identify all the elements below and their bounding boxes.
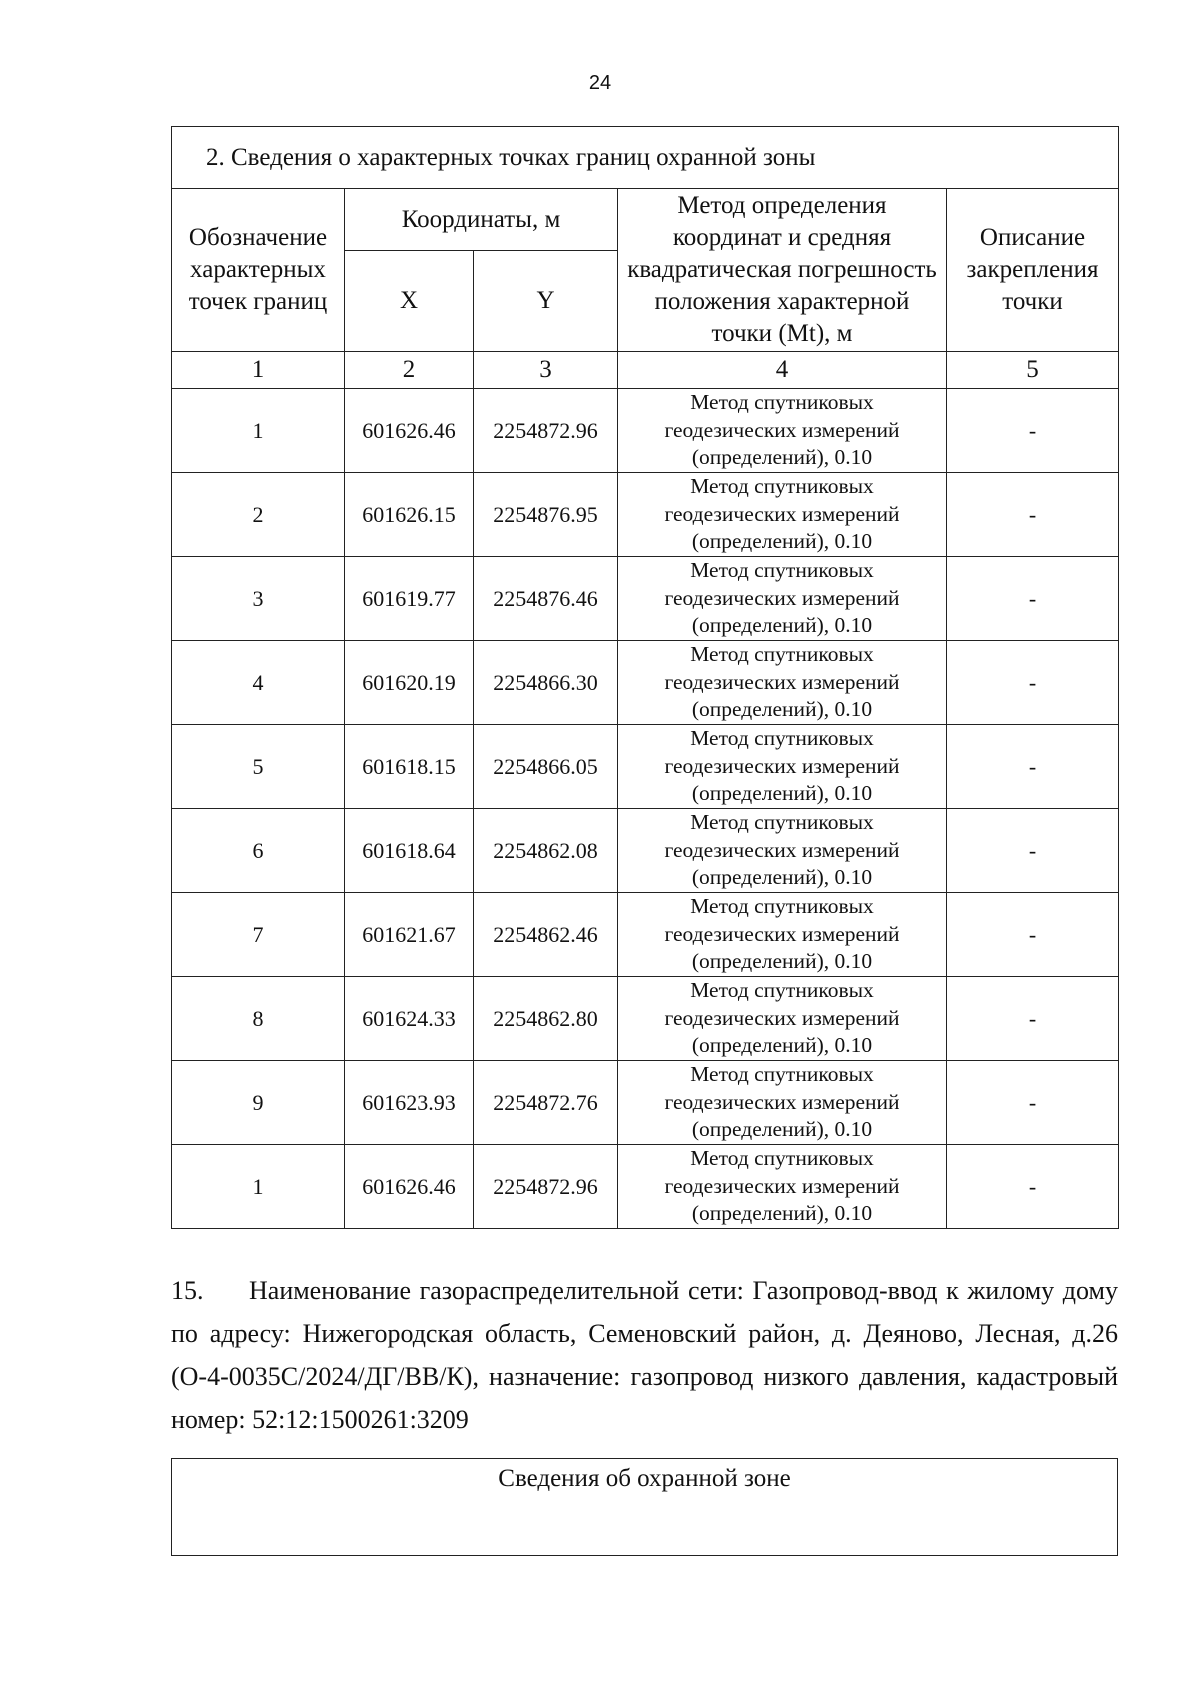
table-row — [172, 641, 1119, 725]
method-line: геодезических измерений — [664, 921, 900, 946]
method-line: (определений), 0.10 — [691, 1201, 873, 1226]
table-row — [172, 977, 1119, 1061]
method-line: Метод спутниковых — [690, 894, 874, 919]
coordinate-x: 601626.46 — [345, 1145, 474, 1229]
point-designation: 1 — [172, 1145, 345, 1229]
table-row — [172, 1061, 1119, 1145]
point-description: - — [947, 809, 1119, 893]
method-cell — [618, 893, 947, 977]
method-line: (определений), 0.10 — [691, 1033, 873, 1058]
column-number-row — [172, 352, 1119, 389]
column-number: 3 — [474, 352, 618, 389]
coordinate-y: 2254862.80 — [474, 977, 618, 1061]
table-row — [172, 389, 1119, 473]
method-line: Метод спутниковых — [690, 558, 874, 583]
coordinate-x: 601626.15 — [345, 473, 474, 557]
method-line: геодезических измерений — [664, 837, 900, 862]
coordinate-y: 2254862.46 — [474, 893, 618, 977]
header-x: X — [345, 251, 474, 352]
page-number: 24 — [588, 72, 612, 94]
method-line: геодезических измерений — [664, 1089, 900, 1114]
point-description: - — [947, 389, 1119, 473]
method-line: геодезических измерений — [664, 585, 900, 610]
coordinate-x: 601621.67 — [345, 893, 474, 977]
header-designation: Обозначение характерных точек границ — [172, 189, 345, 352]
point-description: - — [947, 557, 1119, 641]
point-description: - — [947, 725, 1119, 809]
method-cell — [618, 641, 947, 725]
method-cell — [618, 977, 947, 1061]
method-line: (определений), 0.10 — [691, 529, 873, 554]
coordinate-x: 601618.15 — [345, 725, 474, 809]
point-designation: 1 — [172, 389, 345, 473]
point-description: - — [947, 1061, 1119, 1145]
method-cell — [618, 557, 947, 641]
coordinate-y: 2254872.76 — [474, 1061, 618, 1145]
point-description: - — [947, 641, 1119, 725]
method-line: Метод спутниковых — [690, 1146, 874, 1171]
column-number: 4 — [618, 352, 947, 389]
method-line: Метод спутниковых — [690, 978, 874, 1003]
coordinate-y: 2254872.96 — [474, 1145, 618, 1229]
method-line: (определений), 0.10 — [691, 1117, 873, 1142]
point-designation: 9 — [172, 1061, 345, 1145]
method-line: геодезических измерений — [664, 753, 900, 778]
protected-zone-box — [171, 1458, 1118, 1556]
coordinate-x: 601620.19 — [345, 641, 474, 725]
table-title: 2. Сведения о характерных точках границ охранной зоны — [172, 127, 1119, 189]
method-cell — [618, 1061, 947, 1145]
column-number: 5 — [947, 352, 1119, 389]
coordinate-x: 601623.93 — [345, 1061, 474, 1145]
header-description: Описание закрепления точки — [947, 189, 1119, 352]
method-line: геодезических измерений — [664, 417, 900, 442]
table-row — [172, 557, 1119, 641]
point-description: - — [947, 893, 1119, 977]
table-row — [172, 809, 1119, 893]
method-line: геодезических измерений — [664, 669, 900, 694]
protected-zone-title: Сведения об охранной зоне — [498, 1465, 791, 1492]
coordinate-x: 601618.64 — [345, 809, 474, 893]
method-line: (определений), 0.10 — [691, 445, 873, 470]
method-line: (определений), 0.10 — [691, 697, 873, 722]
method-line: Метод спутниковых — [690, 726, 874, 751]
method-cell — [618, 473, 947, 557]
coordinate-y: 2254876.95 — [474, 473, 618, 557]
column-number: 2 — [345, 352, 474, 389]
method-line: геодезических измерений — [664, 1173, 900, 1198]
header-y: Y — [474, 251, 618, 352]
method-line: (определений), 0.10 — [691, 781, 873, 806]
method-line: геодезических измерений — [664, 501, 900, 526]
method-line: геодезических измерений — [664, 1005, 900, 1030]
coordinate-x: 601626.46 — [345, 389, 474, 473]
method-line: Метод спутниковых — [690, 1062, 874, 1087]
column-number: 1 — [172, 352, 345, 389]
section-paragraph — [171, 1269, 1118, 1441]
boundary-points-table — [171, 126, 1119, 1229]
method-line: Метод спутниковых — [690, 642, 874, 667]
method-line: Метод спутниковых — [690, 474, 874, 499]
section-text: Наименование газораспределительной сети: Газопровод-ввод к жилому дому по адресу: Нижегородская область, Семеновский район, д. Деяново, Лесная, д.26 (О-4-0035С/2024/ДГ/ВВ/К), назначение: газопровод низкого давления, кадастровый номер: 52:12:1500261:3209 — [171, 1276, 1118, 1434]
table-row — [172, 1145, 1119, 1229]
coordinate-y: 2254866.05 — [474, 725, 618, 809]
section-number: 15. — [171, 1276, 204, 1305]
method-line: Метод спутниковых — [690, 390, 874, 415]
coordinate-x: 601619.77 — [345, 557, 474, 641]
table-row — [172, 893, 1119, 977]
method-cell — [618, 389, 947, 473]
coordinate-y: 2254866.30 — [474, 641, 618, 725]
coordinate-y: 2254862.08 — [474, 809, 618, 893]
coordinate-x: 601624.33 — [345, 977, 474, 1061]
point-designation: 2 — [172, 473, 345, 557]
method-cell — [618, 725, 947, 809]
header-method: Метод определения координат и средняя квадратическая погрешность положения характерной точки (Mt), м — [618, 189, 947, 352]
method-line: (определений), 0.10 — [691, 613, 873, 638]
method-line: (определений), 0.10 — [691, 949, 873, 974]
point-designation: 4 — [172, 641, 345, 725]
point-designation: 6 — [172, 809, 345, 893]
point-description: - — [947, 977, 1119, 1061]
table-row — [172, 473, 1119, 557]
coordinate-y: 2254876.46 — [474, 557, 618, 641]
coordinate-y: 2254872.96 — [474, 389, 618, 473]
method-cell — [618, 809, 947, 893]
table-row — [172, 725, 1119, 809]
method-cell — [618, 1145, 947, 1229]
method-line: (определений), 0.10 — [691, 865, 873, 890]
method-line: Метод спутниковых — [690, 810, 874, 835]
point-description: - — [947, 1145, 1119, 1229]
point-designation: 7 — [172, 893, 345, 977]
point-designation: 8 — [172, 977, 345, 1061]
point-designation: 3 — [172, 557, 345, 641]
point-designation: 5 — [172, 725, 345, 809]
header-coordinates: Координаты, м — [345, 189, 618, 251]
point-description: - — [947, 473, 1119, 557]
